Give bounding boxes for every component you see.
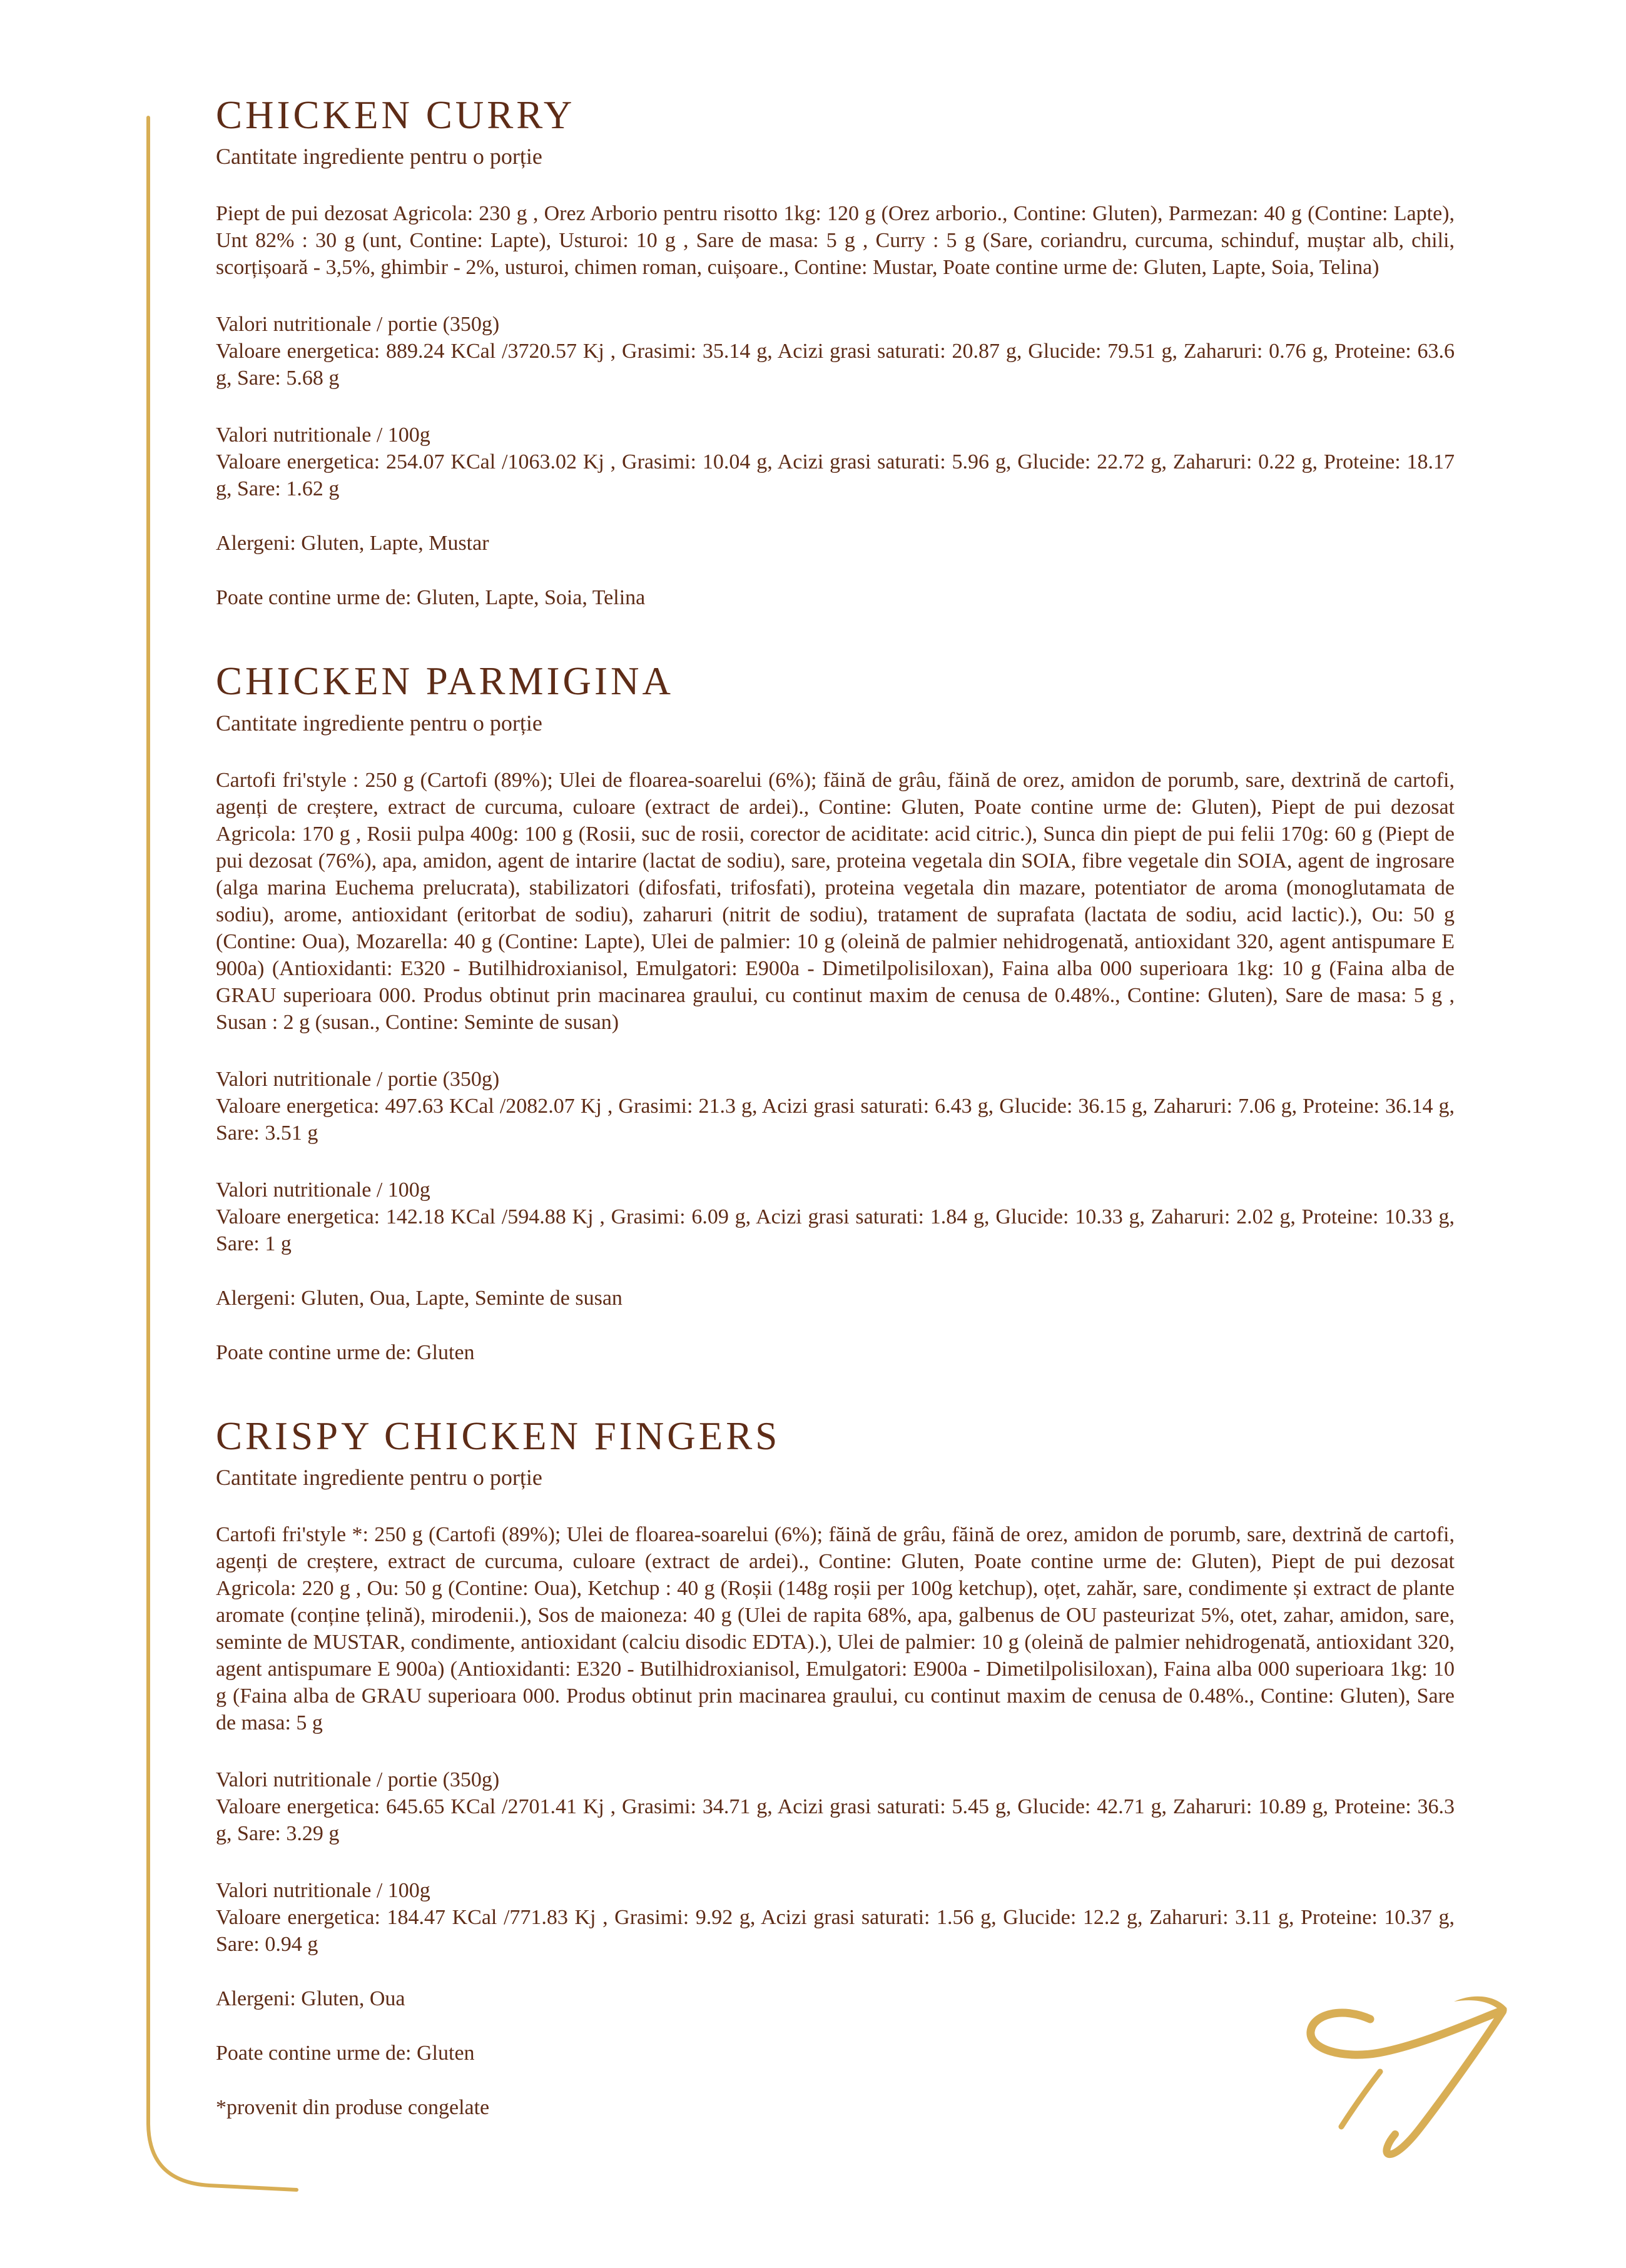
- nutrition-portion-header: Valori nutritionale / portie (350g): [216, 1067, 500, 1091]
- section-subtitle: Cantitate ingrediente pentru o porție: [216, 1465, 542, 1491]
- section-subtitle: Cantitate ingrediente pentru o porție: [216, 144, 542, 170]
- ingredients-paragraph: Cartofi fri'style *: 250 g (Cartofi (89%); Ulei de floarea-soarelui (6%); făină de grâu, făină de orez, amidon de porumb, sare, dextrină de cartofi, agenți de creștere, extract de curcuma, culoare (extract de ardei)., Contine: Gluten, Poate contine urme de: Gluten), Piept de pui dezosat Agricola: 220 g , Ou: 50 g (Contine: Oua), Ketchup : 40 g (Roșii (148g roșii per 100g ketchup), oțet, zahăr, sare, condimente și extract de plante aromate (conține țelină), mirodenii.), Sos de maioneza: 40 g (Ulei de rapita 68%, apa, galbenus de OU pasteurizat 5%, otet, zahar, amidon, sare, seminte de MUSTAR, condimente, antioxidant (calciu disodic EDTA).), Ulei de palmier: 10 g (oleină de palmier nehidrogenată, antioxidant 320, agent antispumare E 900a) (Antioxidanti: E320 - Butilhidroxianisol, Emulgatori: E900a - Dimetilpolisiloxan), Faina alba 000 superioara 1kg: 10 g (Faina alba de GRAU superioara 000. Produs obtinut prin macinarea graului, cu continut maxim de cenusa de 0.48%., Contine: Gluten), Sare de masa: 5 g: [216, 1523, 1455, 1735]
- nutrition-100g-header: Valori nutritionale / 100g: [216, 1879, 430, 1903]
- nutrition-100g-values: Valoare energetica: 254.07 KCal /1063.02 Kj , Grasimi: 10.04 g, Acizi grasi saturati: 5.96 g, Glucide: 22.72 g, Zaharuri: 0.22 g, Proteine: 18.17 g, Sare: 1.62 g: [216, 450, 1455, 501]
- nutrition-portion-values: Valoare energetica: 497.63 KCal /2082.07 Kj , Grasimi: 21.3 g, Acizi grasi saturati: 6.43 g, Glucide: 36.15 g, Zaharuri: 7.06 g, Proteine: 36.14 g, Sare: 3.51 g: [216, 1094, 1455, 1145]
- nutrition-per-100g: [216, 1177, 1455, 1257]
- nutrition-per-100g: [216, 1877, 1455, 1958]
- nutrition-per-portion: [216, 311, 1455, 392]
- traces-line: Poate contine urme de: Gluten: [216, 2042, 475, 2065]
- nutrition-portion-values: Valoare energetica: 889.24 KCal /3720.57 Kj , Grasimi: 35.14 g, Acizi grasi saturati: 20.87 g, Glucide: 79.51 g, Zaharuri: 0.76 g, Proteine: 63.6 g, Sare: 5.68 g: [216, 340, 1455, 390]
- nutrition-per-100g: [216, 422, 1455, 502]
- traces-line: Poate contine urme de: Gluten: [216, 1340, 475, 1364]
- nutrition-portion-values: Valoare energetica: 645.65 KCal /2701.41 Kj , Grasimi: 34.71 g, Acizi grasi saturati: 5.45 g, Glucide: 42.71 g, Zaharuri: 10.89 g, Proteine: 36.3 g, Sare: 3.29 g: [216, 1795, 1455, 1846]
- nutrition-100g-header: Valori nutritionale / 100g: [216, 1178, 430, 1202]
- section-title: CRISPY CHICKEN FINGERS: [216, 1414, 781, 1458]
- allergens-line: Alergeni: Gluten, Lapte, Mustar: [216, 532, 489, 555]
- section-subtitle: Cantitate ingrediente pentru o porție: [216, 710, 542, 736]
- section-chicken-curry: [216, 94, 1455, 611]
- nutrition-per-portion: [216, 1066, 1455, 1147]
- allergens-line: Alergeni: Gluten, Oua: [216, 1987, 405, 2011]
- frozen-products-footnote: *provenit din produse congelate: [216, 2096, 490, 2120]
- ingredients-paragraph: Piept de pui dezosat Agricola: 230 g , Orez Arborio pentru risotto 1kg: 120 g (Orez arborio., Contine: Gluten), Parmezan: 40 g (Contine: Lapte), Unt 82% : 30 g (unt, Contine: Lapte), Usturoi: 10 g , Sare de masa: 5 g , Curry : 5 g (Sare, coriandru, curcuma, schinduf, muștar alb, chili, scorțișoară - 3,5%, ghimbir - 2%, usturoi, chimen roman, cuișoare., Contine: Mustar, Poate contine urme de: Gluten, Lapte, Soia, Telina): [216, 202, 1455, 280]
- nutrition-per-portion: [216, 1766, 1455, 1847]
- section-title: CHICKEN PARMIGINA: [216, 659, 674, 704]
- nutrition-portion-header: Valori nutritionale / portie (350g): [216, 313, 500, 337]
- nutrition-100g-header: Valori nutritionale / 100g: [216, 423, 430, 447]
- section-title: CHICKEN CURRY: [216, 93, 576, 137]
- section-crispy-chicken-fingers: [216, 1415, 1455, 2121]
- allergens-line: Alergeni: Gluten, Oua, Lapte, Seminte de susan: [216, 1286, 622, 1310]
- nutrition-100g-values: Valoare energetica: 142.18 KCal /594.88 Kj , Grasimi: 6.09 g, Acizi grasi saturati: 1.84 g, Glucide: 10.33 g, Zaharuri: 2.02 g, Proteine: 10.33 g, Sare: 1 g: [216, 1205, 1455, 1255]
- traces-line: Poate contine urme de: Gluten, Lapte, Soia, Telina: [216, 586, 646, 610]
- nutrition-100g-values: Valoare energetica: 184.47 KCal /771.83 Kj , Grasimi: 9.92 g, Acizi grasi saturati: 1.56 g, Glucide: 12.2 g, Zaharuri: 3.11 g, Proteine: 10.37 g, Sare: 0.94 g: [216, 1906, 1455, 1957]
- section-chicken-parmigina: [216, 660, 1455, 1365]
- nutrition-portion-header: Valori nutritionale / portie (350g): [216, 1768, 500, 1792]
- document-body: [216, 94, 1455, 2121]
- ingredients-paragraph: Cartofi fri'style : 250 g (Cartofi (89%); Ulei de floarea-soarelui (6%); făină de grâu, făină de orez, amidon de porumb, sare, dextrină de cartofi, agenți de creștere, extract de curcuma, culoare (extract de ardei)., Contine: Gluten, Poate contine urme de: Gluten), Piept de pui dezosat Agricola: 170 g , Rosii pulpa 400g: 100 g (Rosii, suc de rosii, corector de aciditate: acid citric.), Sunca din piept de pui felii 170g: 60 g (Piept de pui dezosat (76%), apa, amidon, agent de intarire (lactat de sodiu), sare, proteina vegetala din SOIA, fibre vegetale din SOIA, agent de ingrosare (alga marina Euchema prelucrata), stabilizatori (difosfati, trifosfati), proteina vegetala din mazare, potentiator de aroma (monoglutamata de sodiu), arome, antioxidant (eritorbat de sodiu), zaharuri (nitrit de sodiu), tratament de suprafata (lactata de sodiu, acid lactic).), Ou: 50 g (Contine: Oua), Mozarella: 40 g (Contine: Lapte), Ulei de palmier: 10 g (oleină de palmier nehidrogenată, antioxidant 320, agent antispumare E 900a) (Antioxidanti: E320 - Butilhidroxianisol, Emulgatori: E900a - Dimetilpolisiloxan), Faina alba 000 superioara 1kg: 10 g (Faina alba de GRAU superioara 000. Produs obtinut prin macinarea graului, cu continut maxim de cenusa de 0.48%., Contine: Gluten), Sare de masa: 5 g , Susan : 2 g (susan., Contine: Seminte de susan): [216, 768, 1455, 1034]
